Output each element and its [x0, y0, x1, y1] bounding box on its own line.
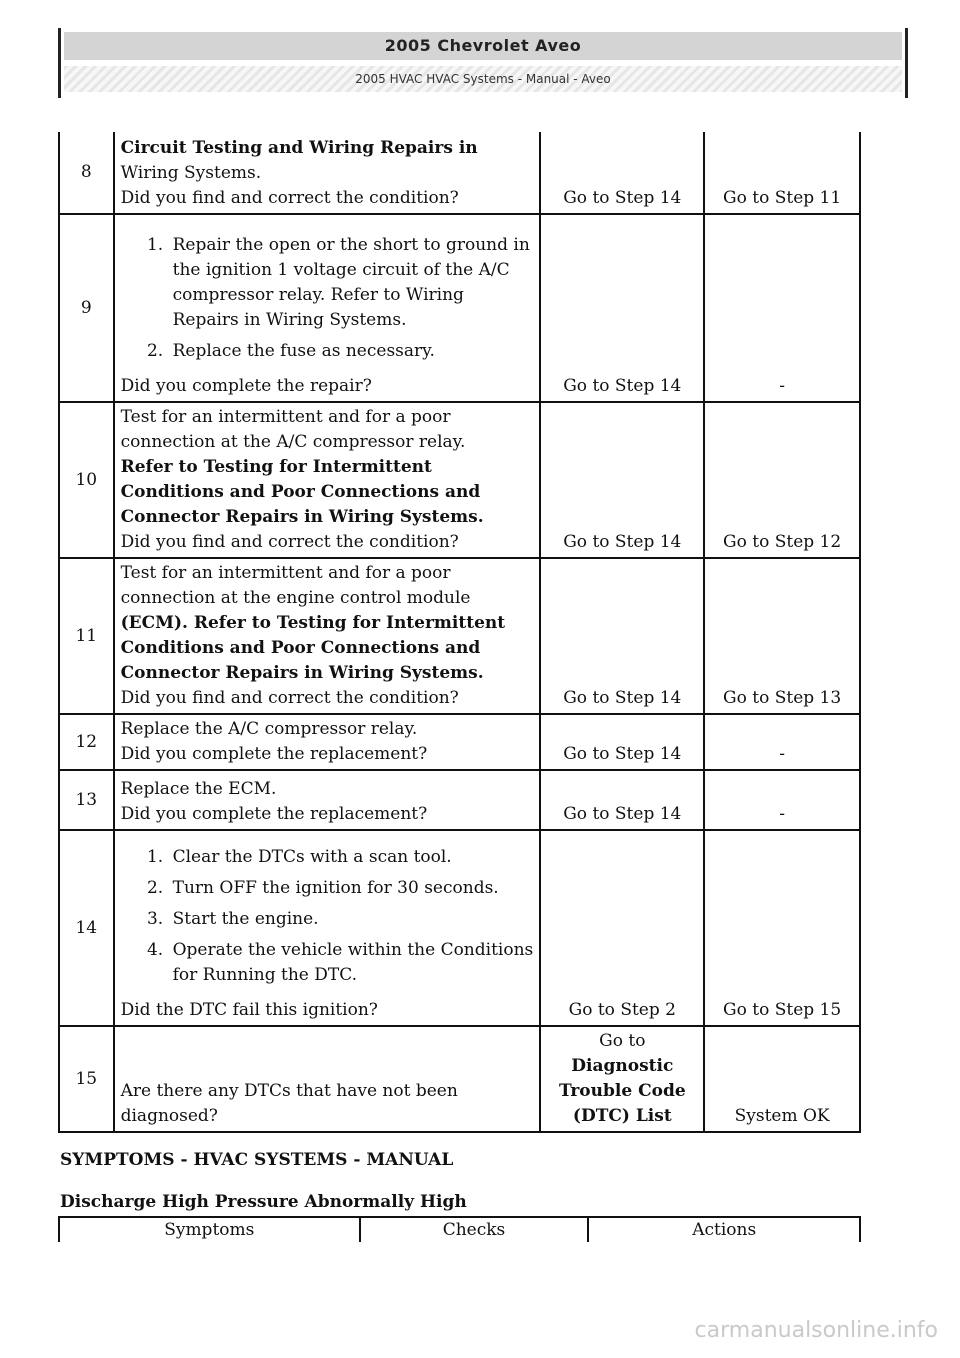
table-header-row: [59, 1217, 860, 1242]
substep-item: 2. Replace the fuse as necessary.: [169, 339, 534, 364]
action-line: Wiring Systems.: [120, 163, 262, 183]
step-yes: Go to Step 14: [540, 402, 704, 558]
symptoms-table: [58, 1216, 861, 1242]
step-yes: Go to Step 14: [540, 558, 704, 714]
step-action: [114, 830, 541, 1026]
document-header: [58, 28, 908, 98]
step-number: 8: [59, 132, 114, 214]
action-question: Did the DTC fail this ignition?: [120, 1000, 378, 1020]
table-row: [59, 830, 860, 1026]
action-question: Did you complete the replacement?: [120, 744, 428, 764]
table-row: [59, 714, 860, 770]
step-no: Go to Step 13: [704, 558, 860, 714]
step-yes: Go to Step 14: [540, 214, 704, 402]
substep-item: 2. Turn OFF the ignition for 30 seconds.: [169, 876, 534, 901]
step-yes: Go to Step 14: [540, 770, 704, 830]
action-line: Connector Repairs in Wiring Systems.: [120, 663, 484, 683]
step-action: [114, 714, 541, 770]
step-yes: [540, 1026, 704, 1132]
table-row: [59, 214, 860, 402]
step-yes: Go to Step 2: [540, 830, 704, 1026]
step-action: [114, 770, 541, 830]
action-question: Did you find and correct the condition?: [120, 532, 459, 552]
step-action: [114, 214, 541, 402]
yes-link-line[interactable]: Trouble Code: [558, 1081, 686, 1101]
action-question: Did you complete the repair?: [120, 376, 372, 396]
substep-item: 4. Operate the vehicle within the Conditions for Running the DTC.: [169, 938, 534, 988]
step-number: 12: [59, 714, 114, 770]
action-line: Conditions and Poor Connections and: [120, 638, 481, 658]
action-question: Did you find and correct the condition?: [120, 188, 459, 208]
substep-item: 1. Repair the open or the short to ground in the ignition 1 voltage circuit of the A/C compressor relay. Refer to Wiring Repairs in Wiring Systems.: [169, 233, 534, 333]
action-line: connection at the A/C compressor relay.: [120, 432, 466, 452]
step-number: 15: [59, 1026, 114, 1132]
step-number: 13: [59, 770, 114, 830]
step-number: 14: [59, 830, 114, 1026]
step-no: System OK: [704, 1026, 860, 1132]
watermark-footer: carmanualsonline.info: [694, 1318, 938, 1343]
action-line: Circuit Testing and Wiring Repairs in: [120, 138, 478, 158]
document-subtitle: 2005 HVAC HVAC Systems - Manual - Aveo: [64, 66, 902, 92]
table-row: [59, 558, 860, 714]
action-question: Did you find and correct the condition?: [120, 688, 459, 708]
action-line: Connector Repairs in Wiring Systems.: [120, 507, 484, 527]
header-left-rule: [58, 28, 61, 98]
step-action: [114, 558, 541, 714]
step-action: [114, 402, 541, 558]
table-row: [59, 132, 860, 214]
column-header-actions: Actions: [588, 1217, 860, 1242]
step-no: -: [704, 214, 860, 402]
step-number: 10: [59, 402, 114, 558]
action-line: (ECM). Refer to Testing for Intermittent: [120, 613, 506, 633]
action-line: Replace the ECM.: [120, 779, 277, 799]
step-action: [114, 1026, 541, 1132]
action-question: diagnosed?: [120, 1106, 218, 1126]
action-line: Refer to Testing for Intermittent: [120, 457, 432, 477]
diagnostic-steps-table: [58, 132, 861, 1133]
step-yes: Go to Step 14: [540, 132, 704, 214]
substep-list: [121, 233, 534, 364]
subsection-title: Discharge High Pressure Abnormally High: [60, 1192, 467, 1212]
step-number: 11: [59, 558, 114, 714]
action-line: Test for an intermittent and for a poor: [120, 563, 451, 583]
substep-item: 3. Start the engine.: [169, 907, 534, 932]
table-row: [59, 402, 860, 558]
action-line: connection at the engine control module: [120, 588, 471, 608]
column-header-symptoms: Symptoms: [59, 1217, 360, 1242]
action-line: Conditions and Poor Connections and: [120, 482, 481, 502]
action-line: Test for an intermittent and for a poor: [120, 407, 451, 427]
substep-item: 1. Clear the DTCs with a scan tool.: [169, 845, 534, 870]
step-action: [114, 132, 541, 214]
table-row: [59, 770, 860, 830]
document-title: 2005 Chevrolet Aveo: [64, 32, 902, 60]
action-question: Did you complete the replacement?: [120, 804, 428, 824]
action-line: Are there any DTCs that have not been: [120, 1081, 458, 1101]
header-right-rule: [905, 28, 908, 98]
column-header-checks: Checks: [360, 1217, 589, 1242]
table-row: [59, 1026, 860, 1132]
step-no: Go to Step 12: [704, 402, 860, 558]
step-no: Go to Step 15: [704, 830, 860, 1026]
yes-link-line[interactable]: (DTC) List: [572, 1106, 672, 1126]
yes-link-line[interactable]: Diagnostic: [571, 1056, 674, 1076]
step-no: -: [704, 714, 860, 770]
step-no: -: [704, 770, 860, 830]
step-no: Go to Step 11: [704, 132, 860, 214]
step-yes: Go to Step 14: [540, 714, 704, 770]
substep-list: [121, 845, 534, 988]
section-title: SYMPTOMS - HVAC SYSTEMS - MANUAL: [60, 1150, 454, 1170]
yes-line: Go to: [599, 1031, 646, 1051]
action-line: Replace the A/C compressor relay.: [120, 719, 418, 739]
step-number: 9: [59, 214, 114, 402]
